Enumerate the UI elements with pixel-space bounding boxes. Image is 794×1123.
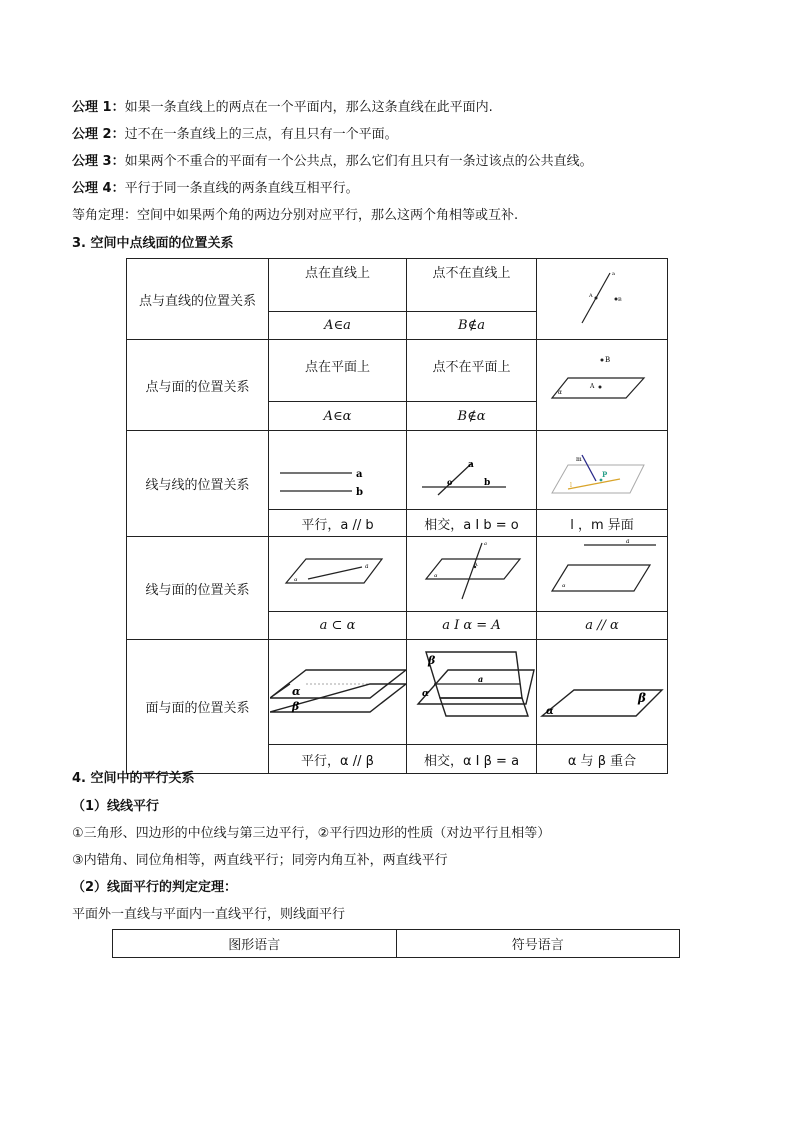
line-meets-plane-symbol: a I α = A (407, 612, 537, 640)
line-meets-plane-figure (407, 537, 537, 612)
svg-text:b: b (483, 478, 490, 488)
intersecting-lines-figure (407, 431, 537, 510)
axiom-3: 公理 3：如果两个不重合的平面有一个公共点，那么它们有且只有一条过该点的公共直线。 (72, 154, 593, 169)
svg-text:o: o (446, 477, 452, 487)
svg-text:a: a (467, 460, 474, 470)
svg-text:a: a (612, 271, 615, 277)
line-parallel-rule-1: ①三角形、四边形的中位线与第三边平行，②平行四边形的性质（对边平行且相等） (72, 826, 551, 841)
intersecting-lines-caption: 相交，a I b = o (407, 510, 537, 537)
point-off-line-symbol: B∉a (407, 312, 537, 340)
point-not-in-plane-symbol: B∉α (407, 402, 537, 431)
row-line-plane-label: 线与面的位置关系 (127, 537, 269, 640)
svg-text:P: P (602, 470, 608, 479)
svg-text:A: A (590, 383, 595, 390)
point-plane-figure (537, 340, 668, 431)
svg-text:A: A (473, 562, 478, 568)
axiom-2: 公理 2：过不在一条直线上的三点，有且只有一个平面。 (72, 127, 398, 142)
line-in-plane-figure (269, 537, 407, 612)
svg-text:α: α (421, 689, 429, 699)
svg-text:a: a (483, 541, 487, 547)
subsection-2-heading: （2）线面平行的判定定理： (72, 880, 238, 895)
point-off-line: 点不在直线上 (407, 259, 537, 312)
svg-text:a: a (364, 563, 369, 570)
line-plane-theorem: 平面外一直线与平面内一直线平行，则线面平行 (72, 907, 346, 922)
point-line-figure (537, 259, 668, 340)
section-3-heading: 3. 空间中点线面的位置关系 (72, 236, 234, 251)
equal-angle-theorem: 等角定理：空间中如果两个角的两边分别对应平行，那么这两个角相等或互补. (72, 208, 519, 223)
theorem-language-table (112, 929, 680, 958)
parallel-planes-figure (269, 640, 407, 745)
parallel-lines-caption: 平行，a // b (269, 510, 407, 537)
svg-text:b: b (355, 487, 363, 498)
graphic-language-header: 图形语言 (113, 930, 397, 958)
point-on-line-symbol: A∈a (269, 312, 407, 340)
coincident-planes-figure (537, 640, 668, 745)
section-4-heading: 4. 空间中的平行关系 (72, 771, 195, 786)
svg-text:α: α (546, 706, 554, 717)
point-in-plane-symbol: A∈α (269, 402, 407, 431)
point-in-plane: 点在平面上 (269, 340, 407, 402)
svg-text:β: β (427, 654, 435, 667)
svg-text:a: a (355, 469, 362, 480)
symbolic-language-header: 符号语言 (396, 930, 680, 958)
parallel-lines-figure (269, 431, 407, 510)
skew-lines-figure (537, 431, 668, 510)
svg-text:m: m (576, 456, 582, 463)
svg-text:α: α (293, 577, 297, 583)
parallel-planes-caption: 平行，α // β (269, 745, 407, 774)
svg-text:α: α (433, 573, 437, 579)
subsection-1-heading: （1）线线平行 (72, 799, 160, 814)
svg-text:l: l (570, 482, 572, 489)
row-plane-plane-label: 面与面的位置关系 (127, 640, 269, 774)
svg-text:α: α (562, 583, 566, 589)
skew-lines-caption: l ，m 异面 (537, 510, 668, 537)
line-parallel-rule-2: ③内错角、同位角相等，两直线平行；同旁内角互补，两直线平行 (72, 853, 448, 868)
row-point-plane-label: 点与面的位置关系 (127, 340, 269, 431)
coincident-planes-caption: α 与 β 重合 (537, 745, 668, 774)
axiom-1: 公理 1：如果一条直线上的两点在一个平面内，那么这条直线在此平面内. (72, 100, 493, 115)
svg-text:B: B (618, 297, 622, 303)
svg-text:α: α (291, 685, 300, 698)
point-not-in-plane: 点不在平面上 (407, 340, 537, 402)
svg-text:a: a (477, 674, 483, 684)
row-line-line-label: 线与线的位置关系 (127, 431, 269, 537)
svg-text:α: α (558, 389, 563, 396)
svg-text:B: B (605, 356, 611, 364)
svg-text:β: β (291, 700, 299, 713)
svg-text:a: a (626, 538, 630, 545)
line-in-plane-symbol: a ⊂ α (269, 612, 407, 640)
position-relation-table (126, 258, 668, 774)
point-on-line: 点在直线上 (269, 259, 407, 312)
line-parallel-plane-figure (537, 537, 668, 612)
axiom-4: 公理 4：平行于同一条直线的两条直线互相平行。 (72, 181, 359, 196)
row-point-line-label: 点与直线的位置关系 (127, 259, 269, 340)
intersecting-planes-figure (407, 640, 537, 745)
line-parallel-plane-symbol: a // α (537, 612, 668, 640)
svg-text:β: β (638, 691, 646, 705)
intersecting-planes-caption: 相交，α I β = a (407, 745, 537, 774)
svg-text:A: A (589, 293, 593, 299)
